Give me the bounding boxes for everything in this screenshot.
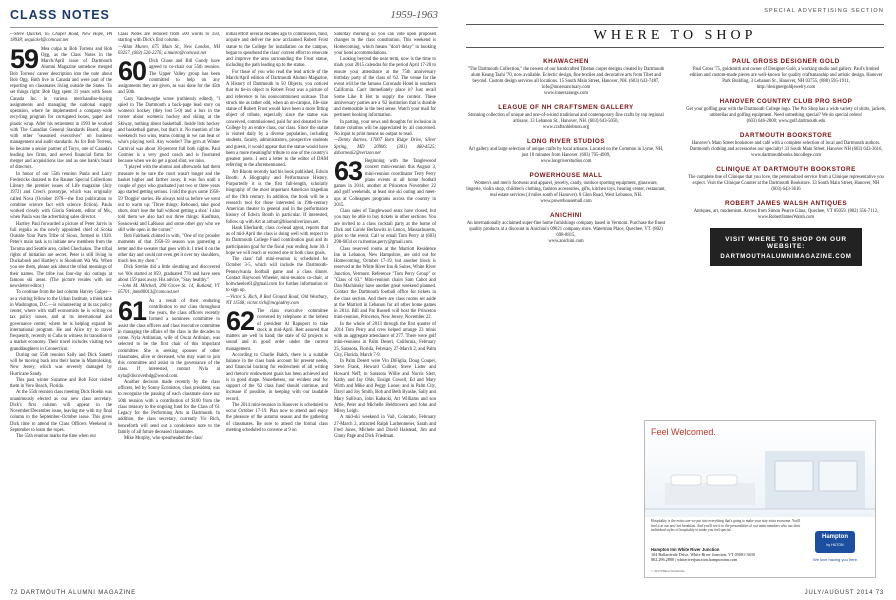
note-paragraph: In Palm Desert were Vin DiFiglia, Doug Couper, Steve Frank, Howard Cullner, Steve Lister and Howard Neff; in Sarasota Willie and Norris Siert, Kathy and Jay Ohls, Ensign Cowell, Ed and Mary Wirth and Mike and Peggy Loose; and in Palm City, Daryl and Joy Smith, Bob and Beth Byashe, Sally and Mary Sullivan, John Kabacki, Art Williams and son Artie, Peter and Michelle Heldtrovern and John and Missy Leigh. [334,359,436,414]
hotel-copyright: © 2013 Hilton Worldwide [651,569,685,573]
hotel-tagline: We love having you here. [813,557,859,562]
note-paragraph: Hank Eberhardt, class co-head agent, reports that as of mid-April the class is doing well with respect to its Dartmouth College Fund contribution goal and its participation goal for the fiscal year ending June 30. I hope we will reach or exceed one or both class goals. [226,225,328,256]
ad-contact[interactable]: http://designergoldjewelry.com [756,85,816,90]
ad-listing [686,132,886,159]
special-advertising-label: SPECIAL ADVERTISING SECTION [764,8,884,14]
hotel-welcome-text: Feel Welcomed. [651,427,716,437]
note-paragraph: Dick Chase and Bill Gundy have agreed to co-chair our 55th reunion. The Upper Valley group has been committed to help on any assignments they are given, as was done for the 45th and 50th. [118,59,220,96]
ad-name: DARTMOUTH BOOKSTORE [739,132,833,139]
ad-contact[interactable]: www.craftsnhlebnon.org [542,125,590,130]
class-year-dropcap: 60 [118,56,147,86]
ad-body: Paul Gross '75, goldsmith and owner of Designer Gold, a working studio and gallery. Paul's limited edition and custom-made pieces are well-known for quality craftsmanship and artistic design. Hanover Park Building, 3 Lebanon St., Hanover, NH 03755, (888) 595-1911, [689,67,883,84]
note-paragraph: To continue from the last column Harvey Galper—as a visiting fellow to the Urban Institute, a think tank in Washington, D.C.—is volunteering at its tax policy center, where with staff economists he is writing on tax policy issues, and at its international and governance center, where he is helping expand its international program. He and Alice try to travel frequently, recently to Cuba to witness its transition to a market economy. Their travel includes visiting two granddaughters in Connecticut. [10,290,112,352]
note-paragraph: Bob Fairbank chimed in with, "One of my prouder moments of that 1958-59 season was garnering a letter and the sweater that goes with it. I tried it on the other day and could not even get it over my shoulders, much less my chest." [118,234,220,264]
hotel-phone[interactable]: 802.296.2800 | whiteriverjunction.hamptoninn.com [651,557,738,563]
note-paragraph: Dick Strehle did a little sleuthing and discovered we '60s started at 859, graduated 770 and have seen about 159 pass away. His advice, "Stay healthy." [118,265,220,283]
ad-listing [466,138,666,165]
ad-name: PAUL GROSS DESIGNER GOLD [732,58,840,65]
note-paragraph: In honor of our 55th reunion Paula and Larry Fredericks donated to the Rauner Special Collections Library the premier issues of Life magazine (July 1972) and Crest's prototype, which was originally called Nova (October 1978—the first publication to combine science fact with science fiction). Paula worked closely with Gloria Steinem, editor of Ms., when Paula was the advertising sales director. [10,171,112,221]
right-page [448,0,896,600]
hampton-logo-sub: by HILTON [826,543,844,547]
ad-name: CLINIQUE AT DARTMOUTH BOOKSTORE [716,166,856,173]
ad-body: The complete line of Clinique that you love, the personalized service from a Clinique representative you expect. Visit the Clinique Counter at the Dartmouth Bookstore. 33 South Main Street, Hanover, NH [688,175,884,186]
section-years: 1959-1963 [390,9,438,21]
note-paragraph: In parting, your news and thoughts for inclusion in future columns will be appreciated by all concerned. No input to print means no output to read. [334,119,436,137]
note-paragraph: According to Charlie Balch, there is a suitable balance in the class bank account for present needs, and financial backing for endowment of all writing and rhetoric endowment goals has been achieved and is in good shape. Nonetheless, our evident zeal for support of the '62 class fund should continue, and increase if possible, in keeping with our laudable record. [226,352,328,402]
ad-body: Hanover's Main Street bookstore and café with a complete selection of local and Dartmouth authors. Dartmouth clothing and accessories our specialty! 33 South Main Street, Hanover NH (603) 643-3616, [689,141,883,152]
class-year-dropcap: 62 [226,306,255,336]
hotel-info [651,547,811,563]
ad-contact[interactable]: (603) 643-3616 [771,187,801,192]
ad-contact[interactable]: www.anichini.com [548,239,584,244]
ad-listing [686,98,886,125]
ad-listing [686,58,886,91]
website-link[interactable]: DARTMOUTHALUMNIMAGAZINE.COM [720,254,852,260]
note-paragraph: Saturday morning so you can vote upon proposed changes to the class constitution. This weekend is Homecoming, which means "don't delay" in booking your hotel accommodations. [334,32,436,56]
signature: —Allan Munro, 675 Main St., New London, NH 03257, (603) 526-2276; a.munro@comcast.net [118,44,220,56]
hampton-logo-text: Hampton [822,534,848,540]
note-paragraph: Mea culpa to Bob Torrens and Bob Ogg, as the Class Notes in the March/April issue of Dartmouth Alumni Magazine somehow merged Bob Torrens' career description into the note about Bob Ogg. Both live in Canada and were part of the reporting on classmates living outside the States. To set things right: Bob Ogg spent 31 years with Sears Canada Inc. in various merchandise-buying assignments and managing the national supply operation, where he implemented a company-wide recycling program for corrugated boxes, paper and plastic wrap. After his retirement in 1993 he worked with The Canadian General Standards Board, along with other "seasoned executives" on business management and audit standards. As for Bob Torrens, he became a senior partner of Torys, one of Canada's leading law firms, and served financial firms for merger and acquisitions law and as one bank's board of directors. [10,46,112,171]
note-paragraph: During our 55th reunion Sally and Dick Sanetti will be moving back into their home in Mantoloking, New Jersey, which was severely damaged by Hurricane Sandy. [10,352,112,377]
note-paragraph: As a result of their enduring contribution to our class throughout the years, the class officers recently formed a nominees committee to assist the class officers and class executive committee in managing the affairs of the class in the decades to come. Nyla Ardinnian, wife of Oscar Ardinian, was selected to be the first chair of this important committee. She is seeking spouses of other classmates, alive or deceased, who may want to join this committee and assist in the governance of the class. If interested, contact Nyla at nyla@discoverhdg@wood.com. [118,298,220,379]
note-paragraph: A mid-ski weekend in Vail, Colorado, February 27-March 2, attracted Ralph Lachenmeier, Sarah and Fred Jones, Michele and David Halstead, Jim and Ginny Page and Dick Friedman. [334,415,436,439]
note-paragraph: Another decision made recently by the class officers, led by Sonny Econiston, class president, was to recognize the passing of each classmate since our 50th reunion with a contribution of $100 from the class treasury to the ongoing fund for the Class of '61 Legacy for the Performing Arts at Dartmouth. In addition, the class secretary, currently Vic Rich, henceforth will send out a condolence note to the family of all future deceased classmates. [118,379,220,435]
note-paragraph: The 55th reunion marks the time when our [16,434,97,439]
ad-name: ROBERT JAMES WALSH ANTIQUES [724,200,848,207]
note-paragraph: The class executive committee convened by telephone at the behest of president Al Rapoport to take stock in mid-April. Rest assured that matters are well in hand; the state of 62 projects is sound and in good order under the current management. [226,309,328,352]
ad-body: An internationally acclaimed super-fine home furnishings company based in Vermont. Purchase the finest quality products at a discount in Anichini's 09021 company store. Waterman Place, Quechee, VT. (802) 698-8815, [466,221,666,238]
ad-listing [686,166,886,193]
visit-website-box[interactable] [710,228,862,266]
page-footer-right: JULY/AUGUST 2014 73 [804,590,884,596]
note-paragraph: Mike Murphy, who spearheaded the class' [124,436,203,441]
note-paragraph: Gary Vandeweghe wrote (ruthlessly edited), "I spied in The Dartmouth a back-page lead story on women's hockey (they lost 5-0) and a box in the corner about women's hockey and skiing at the Skiway, nothing about basketball. Inside lists hockey and basketball games, but that's it. No mention of the weekend's two wins, teams coming in we can beat or who's playing well. Any wonder? The gym at Winter Carnival was about 30-percent full both nights. Paul Cormier is a very good coach and is frustrated because when we do get a good shot, we miss. [118,96,220,164]
ad-listing [466,104,666,131]
ad-body: Women's and men's footwear and apparel, jewelry, candy, outdoor sporting equipment, glassware, lingerie, violin shop, children's clothing, fashion accessories, gifts, kitchen toys, hearing center, restaurant, real estate services (4 miles south of Hanover). 8 Glen Road, West Lebanon, NH. [466,181,666,198]
ad-name: POWERHOUSE MALL [529,172,603,179]
ad-contact[interactable]: www.longriverstudios.com [540,159,592,164]
ad-body: Art gallery and large selection of unique crafts by local artisans. Located on the Common in Lyme, NH, just 10 minutes from Hanover. (603) 795-4909, [468,147,664,158]
note-paragraph: For those of you who read the lead article of the March/April edition of Dartmouth Alumni Magazine, A History of Dartmouth in 50 Objects, you noticed that its tie-in object to Robert Frost was a picture of and reference to his nooncommunest suitcase. That struck me as rather odd, when an on-campus, life-size statue of Robert Frost would have been a more fitting object of tribute, especially since the statue was conceived, commissioned, paid for and donated to the College by an entire class, our class. Since the statue is visited daily by a diverse population, including students, faculty, administrators, prospective students and guests, it would appear that the statue would have been a more meaningful tribute to one of the country's greatest poets. I sent a letter to the editor of DAM referring to the aforementioned. [226,69,328,169]
note-paragraph: Class reserved rooms at the Marriott Residence Inn in Lebanon, New Hampshire, are sold out for Homecoming, October 17-19, but another block is reserved at the White River Inn & Suites, White River Junction, Vermont. Reference "Tom Perry Group" or "Class of 63." Mini-reunion chairs Sam Cabot and Dan Machinsky have another great weekend planned. Contact the Dartmouth football office for tickets in the class section. And there are class rooms set aside at the Marriott in Lebanon for all other home games in 2014. Bill and Pat Russell will host the Princeton mini-reunion, Princeton, New Jersey, November 22. [334,246,436,321]
ad-listings [466,58,886,368]
ad-body: Stunning collection of unique and one-of-a-kind traditional and contemporary fine crafts by top regional artisans. 13 Lebanon St., Hanover, NH. (603) 643-5050, [468,113,664,124]
signature: —Steve Quickel, 65 Chapel Road, New Hope, PA 18938; sequickel@comcast.net [10,32,112,44]
ad-listing [466,172,666,205]
signature: —Denny Barnes, 17007 Barn Ridge Drive, Silver Spring, MD 20906; (301) 460-4525; dsbarnes62@verizon.net [334,138,436,156]
class-year-dropcap: 59 [10,43,39,74]
ad-name: KHAWACHEN [543,58,589,65]
page-footer-left: 72 DARTMOUTH ALUMNI MAGAZINE [10,590,136,596]
ad-body: "The Dartmouth Collection," the newest of our handcrafted Tibetan carpet designs created by Dartmouth alum Keang Tashi '70, now available. Eclectic design, fine textiles and decorative arts from Tibet and beyond. Custom design services all locations. 15 South Main Street, Hanover, NH. (603) 643-7487, [467,67,665,84]
ad-name: ANICHINI [550,212,582,219]
hotel-description: Hospitality is the extra care we put into everything that's going to make your stay extra awesome. You'll find it at our new hot breakfast. And you'll see it in the personalities of our team members who use their individual styles of hospitality to make you feel special. [651,519,801,533]
class-year-dropcap: 61 [118,295,147,326]
ad-column-left [466,58,666,252]
ad-listing [686,200,886,221]
ad-contact[interactable]: info@innersanctuary.com www.innersarangs.com [541,85,591,96]
note-paragraph: Class sales of Tanglewood seats have closed, but you may be able to buy tickets in other sections. You are invited to a class cocktail party at the home of Dick and Carole Berkowitz in Lenox, Massachusetts, prior to the event. Call or email Tom Perry at (603) 298-6034 or ra.thomas.perry@gmail.com. [334,209,436,246]
ad-listing [466,58,666,97]
signature: —Victor S. Rich, 8 Red Ground Road, Old Westbury, NY 11568; victor.rich@mcgladrey.com [226,294,328,306]
hampton-inn-ad [644,420,876,578]
hotel-name: Hampton Inn White River Junction [651,547,720,552]
ad-body: Get your golfing gear with the Dartmouth College logo. The Pro Shop has a wide variety of shirts, jackets, umbrellas and golfing equipment. Need something special? We do special orders! [686,107,886,118]
signature: —John M. Mitchell, 200 Grove St. 14, Rutland, VT 05701; jmm00013@comcast.net [118,284,220,296]
note-paragraph: Art Bloom recently had his book published, Edwin Booth: A Biography and Performance History. Purportedly it is the first full-length, scholarly biography of the most important American tragedian of the 19th century. In addition, the book will be a research tool for those interested in 19th-century American theater in general and in the performance history of Edwin Booth in particular. If interested, follow up with Art at artbart@bloomliverizon.net. [226,169,328,225]
hotel-ad-image [645,421,875,517]
note-paragraph: This past winter Suzanne and Bob Foot visited them in Vero Beach, Florida. [10,377,112,389]
note-paragraph: "I played with the alumni and afterwards had them measure to be sure the court wasn't longer and the basket higher and farther away. It was fun until a couple of guys who graduated just two or three years ago started getting serious. I told the guys some 1958-59 'Doggie' stories. He always told us before we went out to warm up: 'Three things: Rebound, take good shots, don't lose the ball without getting a shot.' I also told them we also had our three things: Kaufman, Sosnowski and LaRusso and some other guy who we still wide open in the corner." [118,165,220,233]
note-paragraph: The class' fall mini-reunion is scheduled for October 3-5, which will include the Dartmouth-Pennsylvania football game and a class dinner. Contact Haywood Wheeler, mini-reunion co-chair, at holtwheeler61@gmail.com for further information or to sign up. [226,257,328,294]
hampton-logo [815,531,855,553]
note-paragraph: Class Notes are reduced from 500 words to 350, starting with Dick's first column. [118,32,220,44]
section-title: CLASS NOTES [10,8,110,22]
class-year-dropcap: 63 [334,156,363,186]
ad-contact[interactable]: www.dartmouthbooks.bncollege.com [750,153,822,158]
ad-name: LONG RIVER STUDIOS [527,138,605,145]
ad-name: LEAGUE OF NH CRAFTSMEN GALLERY [498,104,634,111]
note-paragraph: At the 55th reunion class meeting Dick Hoehn was unanimously elected as our new class secretary. Dick's first column will appear in the November/December issue, leaving me with my final column in the September–October issue. This gives Dick time to attend the Class Officers Weekend in September to learn the ropes. [10,390,112,433]
hotel-address: 104 Ballardvale Drive, White River Junction, VT 05001-3630 [651,552,755,558]
ad-body: Antiques, art, modernism. Across from Simon Pearce Glass, Quechee, VT 05059. (802) 356-7112, [693,209,879,214]
ad-name: HANOVER COUNTRY CLUB PRO SHOP [719,98,853,105]
section-header [10,6,438,28]
note-paragraph: initial effort several decades ago to commission, fund, acquire and deliver the now acclaimed Robert Frost statue to the College for installation on the campus, began to spearhead the class' current effort to renovate and improve the area surrounding the Frost statue, including the path leading up to the statue. [226,32,328,69]
ad-contact[interactable]: www.RobertJamesWalsh.com [757,215,815,220]
note-paragraph: The 2014 mini-reunion in Hanover is scheduled to occur October 17-19. Plan now to attend and enjoy the pleasure of the autumn season and the gathering of classmates. Be sure to attend the formal class meeting scheduled to convene at 9 on [226,402,328,433]
ad-contact[interactable]: www.powerhousemall.com [540,199,592,204]
note-paragraph: Beginning with the Tanglewood concert mini-reunion this August 3, mini-reunion coordinator Terry Perry plans events at all home football games in 2014, another at Princeton November 22 and golf weekends, at least one ski outing and meet-ups at Colleagues programs across the country in 2015. [334,159,436,208]
ad-contact[interactable]: (603) 646-2000; www.golf.dartmouth.edu [746,119,826,124]
note-paragraph: Hartley Paul forwarded a picture of Peter Jarvis in full regalia as the newly appointed chief of Scoka Outside Your Parts Tribe of Sioux, formed in 1920. Peter's main task is to initiate new members from the Tacoma and Seattle area, called Chechakos. The tribal rights of initiation are secret. Peter is still living in Duckabush and Hartley's is Skookum Wa Wa. When you see them, please ask about the tribal meanings of their names. The tribe has four-day ski outings at famous ski areas. (The picture resides with our newsletter editor.) [10,221,112,289]
where-to-shop-title: WHERE TO SHOP [466,24,884,48]
visit-label: VISIT WHERE TO SHOP ON OUR WEBSITE: [725,236,847,250]
ad-column-right [686,58,886,266]
note-paragraph: Looking beyond the near term, now is the time to mark your 2015 calendar for the period April 17-20 to ensure your attendance at the 75th anniversary birthday party of the class of '62. The venue for the event will be the famous Coronado Hotel in southern California. Can't immediately place it? Just recall Some Like It Hot to supply the context. These anniversary parties are a '62 institution that is durable and memorable in the best sense. Watch your mail for pertinent booking information. [334,57,436,119]
note-paragraph: In the whole of 2013 through the first quarter of 2014 Tom Perry and crew helped arrange 23 minis with an aggregate attendance of 277. There were golf mini-reunions in Palm Desert, California, February 25, Sarasota, Florida, February 27-March 2, and Palm City, Florida, March 7-9. [334,321,436,358]
ad-listing [466,212,666,245]
